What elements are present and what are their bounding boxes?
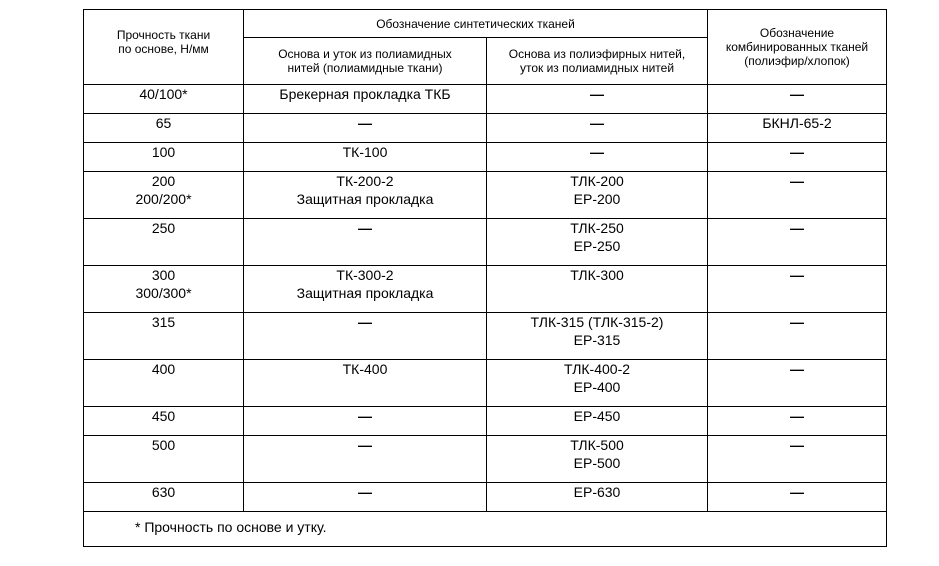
cell-text: ЕР-450: [573, 408, 621, 424]
cell-text: ЕР-400: [573, 379, 621, 395]
cell-text: 250: [151, 220, 176, 236]
table-row: [84, 360, 887, 407]
table-row: [84, 143, 887, 172]
header-synthetic-group: Обозначение синтетических тканей: [244, 10, 708, 38]
strength-cell: [84, 143, 244, 172]
table-row: [84, 483, 887, 512]
strength-cell: [84, 172, 244, 219]
cell-text: 100: [151, 144, 176, 160]
cell-text: ТЛК-250: [570, 220, 624, 236]
cell-text: —: [358, 314, 372, 330]
cell-text: 630: [151, 484, 176, 500]
cell-text: ТЛК-315 (ТЛК-315-2): [530, 314, 664, 330]
polyamide-cell: [244, 172, 487, 219]
cell-text: —: [790, 408, 804, 424]
cell-text: ЕР-630: [573, 484, 621, 500]
combined-cell: [708, 172, 887, 219]
header-polyester: Основа из полиэфирных нитей, уток из полиамидных нитей: [487, 38, 708, 85]
combined-cell: [708, 219, 887, 266]
strength-cell: [84, 85, 244, 114]
polyester-cell: [487, 436, 708, 483]
cell-text: ЕР-250: [573, 238, 621, 254]
cell-text: ТЛК-500: [570, 437, 624, 453]
cell-text: 40/100*: [139, 86, 188, 102]
polyamide-cell: [244, 313, 487, 360]
polyester-cell: [487, 483, 708, 512]
polyester-cell: [487, 219, 708, 266]
cell-text: —: [358, 220, 372, 236]
combined-cell: [708, 436, 887, 483]
cell-text: —: [590, 115, 604, 131]
cell-text: ЕР-500: [573, 455, 621, 471]
polyamide-cell: [244, 143, 487, 172]
strength-cell: [84, 483, 244, 512]
combined-cell: [708, 483, 887, 512]
table-row: [84, 172, 887, 219]
strength-cell: [84, 313, 244, 360]
cell-text: ТЛК-300: [570, 267, 624, 283]
cell-text: —: [790, 173, 804, 189]
header-combined: Обозначение комбинированных тканей (полиэфир/хлопок): [708, 10, 887, 85]
cell-text: —: [790, 144, 804, 160]
polyester-cell: [487, 266, 708, 313]
cell-text: ТК-200-2: [336, 173, 394, 189]
cell-text: —: [358, 437, 372, 453]
cell-text: 200: [151, 173, 176, 189]
polyester-cell: [487, 360, 708, 407]
cell-text: 400: [151, 361, 176, 377]
cell-text: ТК-300-2: [336, 267, 394, 283]
combined-cell: [708, 85, 887, 114]
table-row: [84, 436, 887, 483]
cell-text: —: [790, 484, 804, 500]
cell-text: Защитная прокладка: [296, 191, 434, 207]
cell-text: Брекерная прокладка ТКБ: [279, 86, 451, 102]
header-strength: Прочность ткани по основе, Н/мм: [84, 10, 244, 85]
combined-cell: [708, 266, 887, 313]
cell-text: —: [790, 361, 804, 377]
cell-text: —: [590, 86, 604, 102]
strength-cell: [84, 436, 244, 483]
cell-text: Защитная прокладка: [296, 285, 434, 301]
cell-text: 300: [151, 267, 176, 283]
strength-cell: [84, 114, 244, 143]
cell-text: 450: [151, 408, 176, 424]
cell-text: 200/200*: [135, 191, 192, 207]
polyester-cell: [487, 407, 708, 436]
cell-text: 300/300*: [135, 285, 192, 301]
table-row: [84, 114, 887, 143]
table-row: [84, 219, 887, 266]
strength-cell: [84, 219, 244, 266]
footnote: * Прочность по основе и утку.: [84, 512, 887, 547]
cell-text: —: [790, 86, 804, 102]
combined-cell: [708, 114, 887, 143]
cell-text: ТЛК-200: [570, 173, 624, 189]
cell-text: ТК-400: [342, 361, 388, 377]
cell-text: —: [790, 220, 804, 236]
combined-cell: [708, 313, 887, 360]
cell-text: ЕР-200: [573, 191, 621, 207]
cell-text: —: [590, 144, 604, 160]
cell-text: ЕР-315: [573, 332, 621, 348]
table-row: [84, 313, 887, 360]
cell-text: —: [790, 267, 804, 283]
polyamide-cell: [244, 360, 487, 407]
cell-text: —: [358, 484, 372, 500]
header-polyamide: Основа и уток из полиамидных нитей (полиамидные ткани): [244, 38, 487, 85]
cell-text: —: [358, 408, 372, 424]
strength-cell: [84, 407, 244, 436]
polyamide-cell: [244, 219, 487, 266]
table-body: [84, 85, 887, 512]
cell-text: 500: [151, 437, 176, 453]
polyamide-cell: [244, 85, 487, 114]
combined-cell: [708, 360, 887, 407]
polyamide-cell: [244, 407, 487, 436]
cell-text: —: [358, 115, 372, 131]
strength-cell: [84, 360, 244, 407]
cell-text: БКНЛ-65-2: [762, 115, 832, 131]
combined-cell: [708, 143, 887, 172]
polyester-cell: [487, 172, 708, 219]
combined-cell: [708, 407, 887, 436]
cell-text: ТК-100: [342, 144, 388, 160]
strength-cell: [84, 266, 244, 313]
polyamide-cell: [244, 114, 487, 143]
polyester-cell: [487, 313, 708, 360]
cell-text: 65: [155, 115, 172, 131]
table-row: [84, 407, 887, 436]
polyamide-cell: [244, 266, 487, 313]
polyester-cell: [487, 143, 708, 172]
polyamide-cell: [244, 483, 487, 512]
table-row: [84, 85, 887, 114]
polyester-cell: [487, 85, 708, 114]
cell-text: ТЛК-400-2: [563, 361, 631, 377]
cell-text: —: [790, 437, 804, 453]
polyamide-cell: [244, 436, 487, 483]
cell-text: —: [790, 314, 804, 330]
fabric-designation-table: [83, 9, 887, 547]
table-row: [84, 266, 887, 313]
cell-text: 315: [151, 314, 176, 330]
polyester-cell: [487, 114, 708, 143]
